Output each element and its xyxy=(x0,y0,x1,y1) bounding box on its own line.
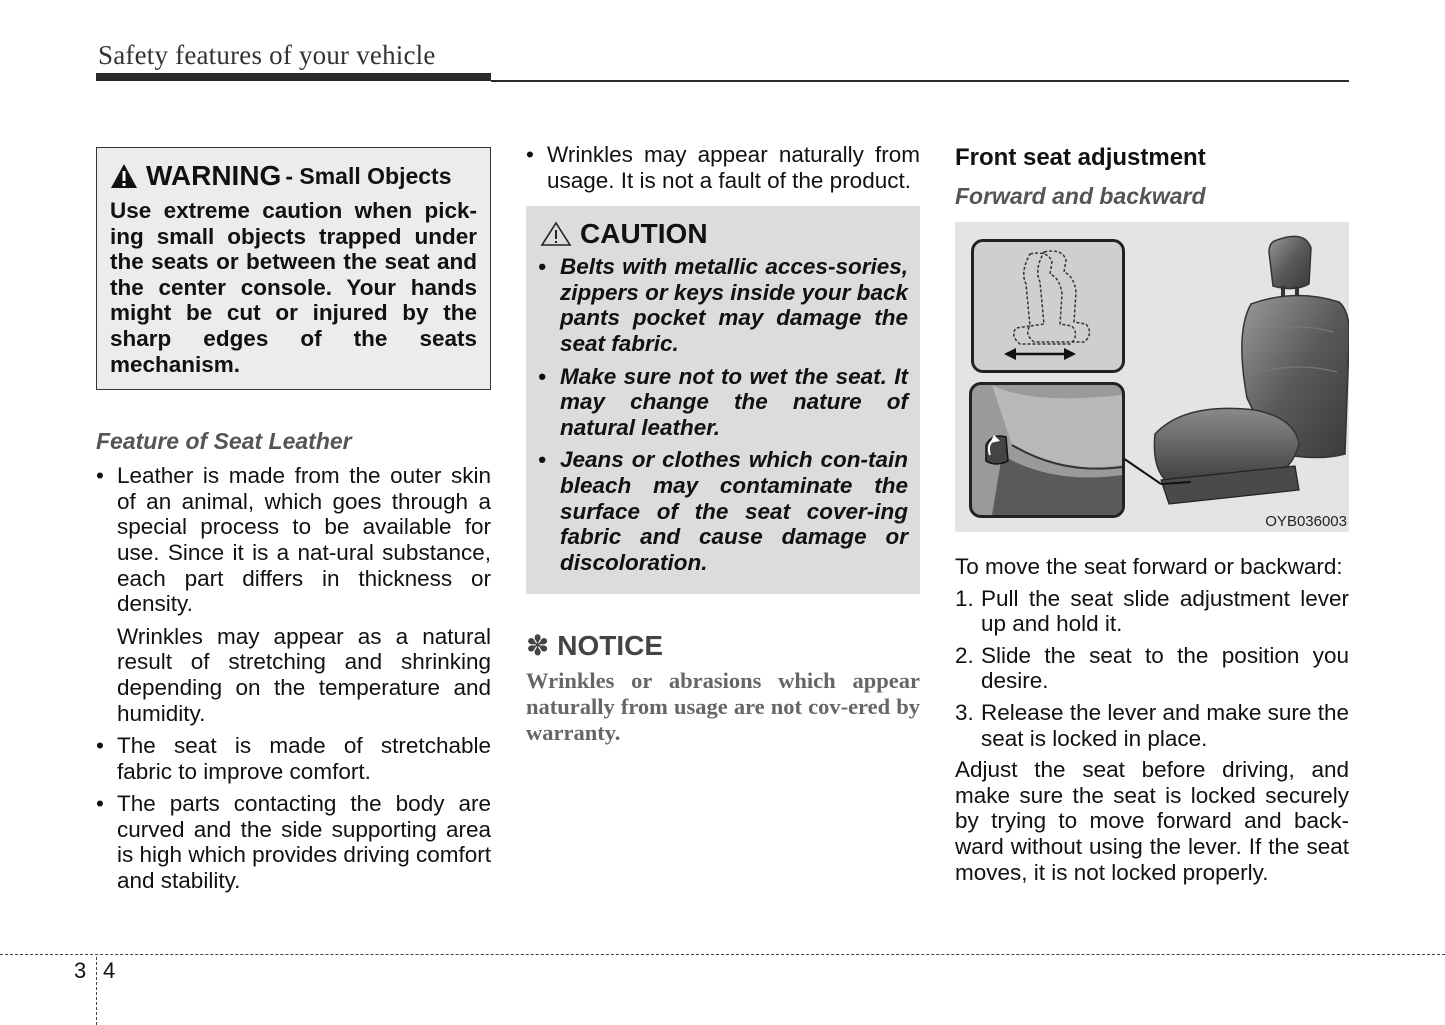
lever-closeup-diagram xyxy=(972,385,1122,515)
bullet-symbol: • xyxy=(538,254,546,280)
step-text: Slide the seat to the position you desire. xyxy=(981,642,1349,694)
header-rule-thick xyxy=(96,73,491,81)
bullet-symbol: • xyxy=(96,463,104,489)
adjust-steps xyxy=(955,586,1349,752)
bullet-symbol: • xyxy=(538,363,546,389)
caution-box xyxy=(526,206,920,594)
bullet-symbol: • xyxy=(96,733,104,759)
list-item-text: Jeans or clothes which con-tain bleach may contaminate the surface of the seat cover-ing fabric and cause damage or discoloration. xyxy=(560,447,908,575)
section-subtitle: Forward and backward xyxy=(955,183,1206,209)
notice-body: Wrinkles or abrasions which appear naturally from usage are not cov-ered by warranty. xyxy=(526,668,920,746)
step-number: 2. xyxy=(955,642,974,668)
adjust-closing: Adjust the seat before driving, and make sure the seat is locked securely by trying to move forward and back-ward without using the lever. If the seat moves, it is not locked properly. xyxy=(955,757,1349,885)
warning-word: WARNING xyxy=(146,160,282,191)
notice-title: ✽ NOTICE xyxy=(526,630,664,662)
list-item xyxy=(538,447,908,575)
caution-heading xyxy=(538,218,908,250)
feature-paragraph: Wrinkles may appear as a natural result of stretching and shrinking depending on the temperature and humidity. xyxy=(117,623,491,726)
list-item xyxy=(955,643,1349,694)
seat-outline-diagram xyxy=(974,242,1122,370)
feature-list-cont2 xyxy=(526,142,920,193)
list-item xyxy=(955,700,1349,751)
warning-body: Use extreme caution when pick-ing small objects trapped under the seats or between the seat and the center console. Your hands might be cut or injured by the sharp edges of the seats mechanism. xyxy=(110,198,477,377)
warning-box xyxy=(96,147,491,390)
feature-list xyxy=(96,463,491,617)
step-text: Release the lever and make sure the seat is locked in place. xyxy=(981,699,1349,751)
chapter-number: 3 xyxy=(74,958,87,983)
page-number: 4 xyxy=(103,958,116,983)
bullet-symbol: • xyxy=(96,791,104,817)
warning-heading xyxy=(110,160,477,192)
list-item-text: Leather is made from the outer skin of an animal, which goes through a special process to be available for use. Since it is a nat-ural substance, each part differs in thickness or density. xyxy=(117,463,491,617)
list-item-text: The parts contacting the body are curved and the side supporting area is high which provides driving comfort and stability. xyxy=(117,791,491,894)
step-text: Pull the seat slide adjustment lever up and hold it. xyxy=(981,585,1349,637)
bullet-symbol: • xyxy=(526,142,534,167)
feature-list-cont xyxy=(96,733,491,894)
list-item xyxy=(538,364,908,441)
caution-triangle-icon xyxy=(540,221,572,247)
list-item xyxy=(96,463,491,617)
column-left xyxy=(96,147,491,901)
list-item xyxy=(526,142,920,193)
page-header-title: Safety features of your vehicle xyxy=(98,40,436,70)
list-item-text: The seat is made of stretchable fabric to improve comfort. xyxy=(117,733,491,784)
warning-triangle-icon xyxy=(110,163,138,189)
caution-list xyxy=(538,254,908,575)
column-middle xyxy=(526,142,920,746)
seat-slide-inset xyxy=(971,239,1125,373)
lever-closeup-inset xyxy=(969,382,1125,518)
list-item xyxy=(96,791,491,893)
list-item-text: Make sure not to wet the seat. It may change the nature of natural leather. xyxy=(560,363,908,440)
footer-divider xyxy=(0,954,1445,955)
seat-figure xyxy=(955,222,1349,532)
adjust-intro: To move the seat forward or backward: xyxy=(955,554,1343,579)
caution-word: CAUTION xyxy=(580,218,708,250)
list-item xyxy=(955,586,1349,637)
figure-code: OYB036003 xyxy=(1265,513,1347,530)
list-item xyxy=(538,254,908,356)
list-item xyxy=(96,733,491,784)
list-item-text: Wrinkles may appear naturally from usage. It is not a fault of the product. xyxy=(547,142,920,193)
footer-page-divider xyxy=(96,957,97,1025)
step-number: 3. xyxy=(955,699,974,725)
column-right xyxy=(955,142,1349,885)
header-rule-thin xyxy=(491,80,1349,82)
step-number: 1. xyxy=(955,585,974,611)
bullet-symbol: • xyxy=(538,447,546,473)
warning-subtitle: - Small Objects xyxy=(285,162,452,189)
feature-title: Feature of Seat Leather xyxy=(96,428,352,455)
section-title: Front seat adjustment xyxy=(955,144,1206,171)
list-item-text: Belts with metallic acces-sories, zippers or keys inside your back pants pocket may damage the seat fabric. xyxy=(560,254,908,356)
